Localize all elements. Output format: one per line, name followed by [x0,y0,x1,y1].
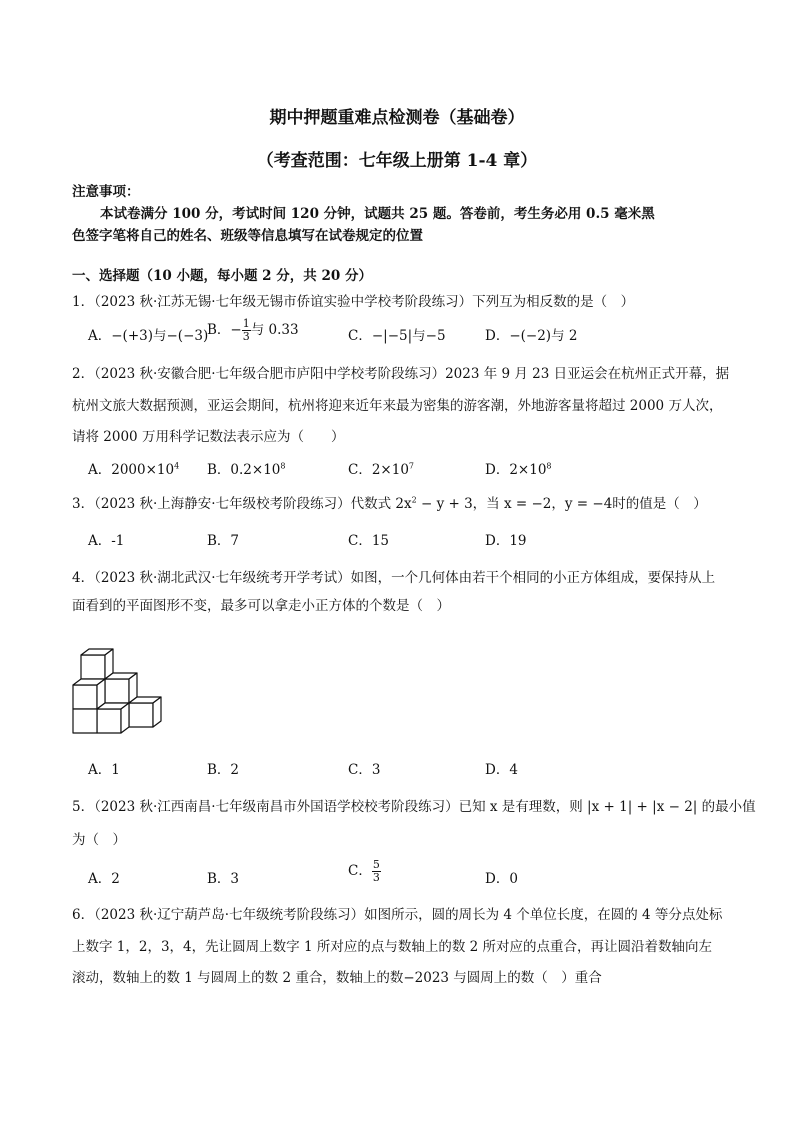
q5-option-b: B．3 [207,871,240,887]
q1-option-a: A．−(+3)与−(−3) [88,328,209,344]
q2-stem-line-3: 请将 2000 万用科学记数法表示应为（ ） [72,429,345,445]
q4-option-b: B．2 [207,762,240,778]
cube [105,673,137,703]
page-subtitle: （考查范围：七年级上册第 1-4 章） [256,151,538,171]
cube [81,649,113,679]
q3-option-a: A．-1 [88,533,125,549]
notice-heading: 注意事项： [72,184,140,200]
q2-option-d: D．$2\times 10^8$ [485,461,552,478]
cube [97,703,129,733]
notice-line-2: 色签字笔将自己的姓名、班级等信息填写在试卷规定的位置 [72,228,423,244]
fraction: $\frac{5}{3}$ [372,858,380,884]
q5-option-a: A．2 [88,871,120,887]
q3-stem: 3．（2023 秋·上海静安·七年级校考阶段练习）代数式 $2x^2 - y + 3$，当 x = −2，y = −4时的值是（ ） [72,495,707,512]
q4-stem-line-2: 面看到的平面图形不变，最多可以拿走小正方体的个数是（ ） [72,598,450,614]
q3-option-d: D．19 [485,533,527,549]
notice-line-1: 本试卷满分 100 分，考试时间 120 分钟，试题共 25 题。答卷前，考生务必用 0.5 毫米黑 [100,206,655,222]
cube-stack-figure [70,648,170,746]
q4-stem-line-1: 4．（2023 秋·湖北武汉·七年级统考开学考试）如图，一个几何体由若干个相同的小正方体组成，要保持从上 [72,570,716,586]
q1-option-b: B．− $\frac{1}{3}$ 与 0.33 [207,317,299,343]
q2-option-c: C．$2\times 10^7$ [348,461,415,478]
q1-stem: 1．（2023 秋·江苏无锡·七年级无锡市侨谊实验中学校考阶段练习）下列互为相反数的是（ ） [72,294,635,310]
cube [73,709,97,733]
cube [73,679,105,709]
q2-option-a: A．$2000\times 10^4$ [88,461,180,478]
q3-option-c: C．15 [348,533,390,549]
fraction: $\frac{1}{3}$ [242,317,250,343]
q5-stem-line-1: 5．（2023 秋·江西南昌·七年级南昌市外国语学校校考阶段练习）已知 x 是有理数，则 |x + 1| + |x − 2| 的最小值 [72,799,756,815]
q6-stem-line-3: 滚动，数轴上的数 1 与圆周上的数 2 重合，数轴上的数−2023 与圆周上的数（ ）重合 [72,970,602,986]
cube [129,697,161,727]
q5-option-c: C． $\frac{5}{3}$ [348,858,380,884]
q4-option-c: C．3 [348,762,381,778]
cube [73,733,97,745]
q2-option-b: B．$0.2\times 10^8$ [207,461,286,478]
q1-option-d: D．−(−2)与 2 [485,328,578,344]
q5-option-d: D．0 [485,871,518,887]
q6-stem-line-1: 6．（2023 秋·辽宁葫芦岛·七年级统考阶段练习）如图所示，圆的周长为 4 个单位长度，在圆的 4 等分点处标 [72,907,723,923]
section-heading: 一、选择题（10 小题，每小题 2 分，共 20 分） [72,268,372,284]
q1-option-c: C．−|−5|与−5 [348,328,446,344]
q4-option-a: A．1 [88,762,120,778]
q6-stem-line-2: 上数字 1，2，3，4，先让圆周上数字 1 所对应的点与数轴上的数 2 所对应的点重合，再让圆沿着数轴向左 [72,939,712,955]
page-title: 期中押题重难点检测卷（基础卷） [269,108,525,128]
q5-stem-line-2: 为（ ） [72,832,126,848]
q2-stem-line-1: 2．（2023 秋·安徽合肥·七年级合肥市庐阳中学校考阶段练习）2023 年 9 月 23 日亚运会在杭州正式开幕，据 [72,366,730,382]
q3-option-b: B．7 [207,533,240,549]
q4-option-d: D．4 [485,762,518,778]
q2-stem-line-2: 杭州文旅大数据预测，亚运会期间，杭州将迎来近年来最为密集的游客潮，外地游客量将超过 2000 万人次， [72,398,723,414]
